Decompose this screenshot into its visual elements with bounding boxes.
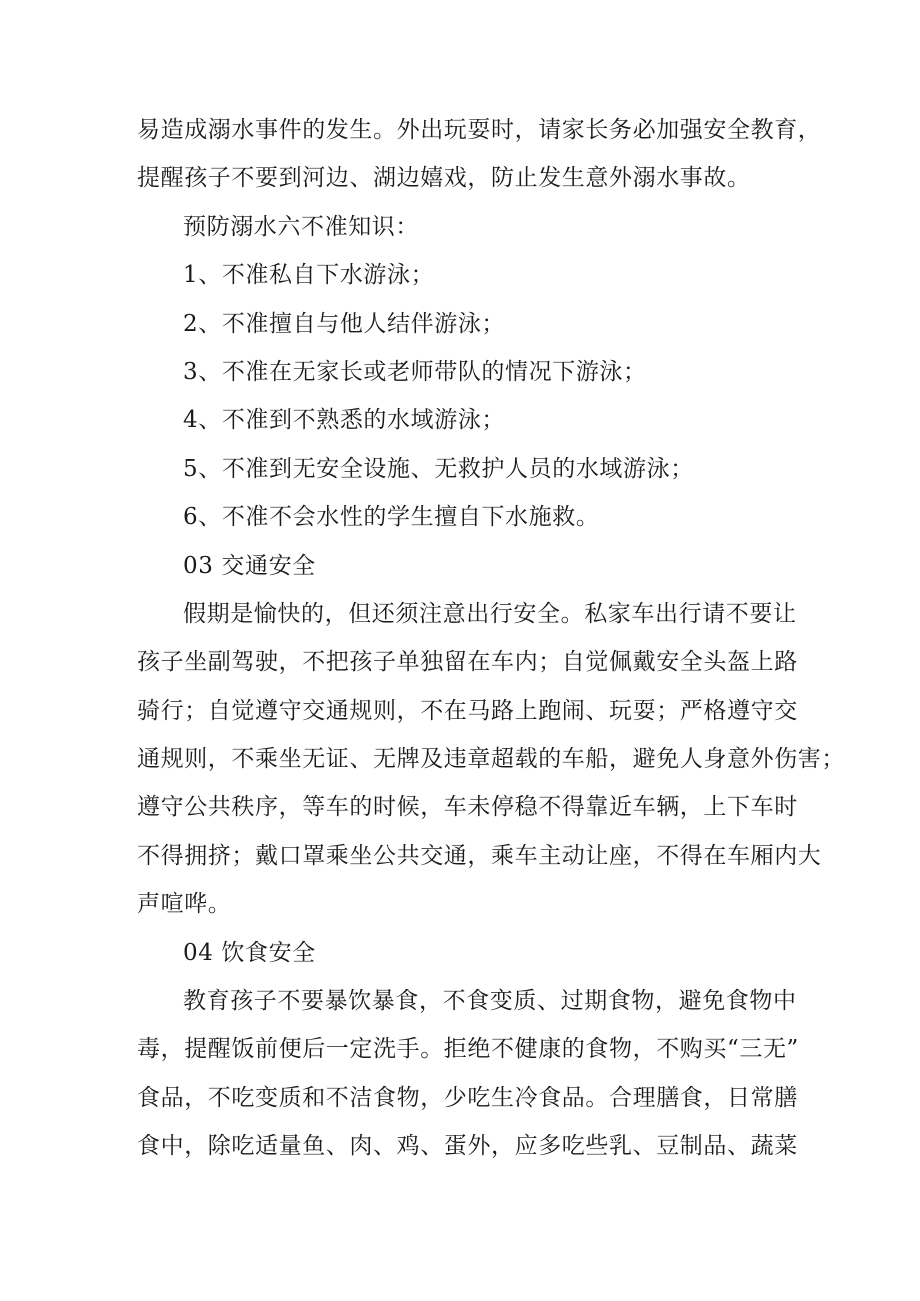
paragraph-line: 假期是愉快的，但还须注意出行安全。私家车出行请不要让 [183, 600, 797, 627]
paragraph-line: 食中，除吃适量鱼、肉、鸡、蛋外，应多吃些乳、豆制品、蔬菜 [137, 1133, 798, 1160]
document-body [137, 106, 845, 1171]
rule-item: 4、不准到不熟悉的水域游泳； [183, 407, 506, 434]
traffic-safety-section [137, 542, 845, 929]
section-heading-food: 04 饮食安全 [183, 939, 316, 966]
paragraph-line: 毒，提醒饭前便后一定洗手。拒绝不健康的食物，不购买“三无” [137, 1036, 799, 1063]
drowning-rules-heading: 预防溺水六不准知识： [183, 213, 419, 240]
section-heading-traffic: 03 交通安全 [183, 552, 316, 579]
paragraph-line: 易造成溺水事件的发生。外出玩耍时，请家长务必加强安全教育， [137, 117, 822, 143]
rule-item: 6、不准不会水性的学生擅自下水施救。 [183, 504, 600, 531]
rule-item: 2、不准擅自与他人结伴游泳； [183, 310, 506, 337]
rule-item: 3、不准在无家长或老师带队的情况下游泳； [183, 358, 647, 385]
food-safety-section [137, 929, 797, 1171]
paragraph-line: 食品，不吃变质和不洁食物，少吃生冷食品。合理膳食，日常膳 [137, 1084, 798, 1111]
paragraph-line: 孩子坐副驾驶，不把孩子单独留在车内；自觉佩戴安全头盔上路 [137, 649, 798, 676]
drowning-rules-section [137, 203, 797, 542]
paragraph-line: 遵守公共秩序，等车的时候，车未停稳不得靠近车辆，上下车时 [137, 794, 798, 821]
rule-item: 5、不准到无安全设施、无救护人员的水域游泳； [183, 455, 694, 482]
intro-paragraph [137, 106, 822, 203]
paragraph-line: 教育孩子不要暴饮暴食，不食变质、过期食物，避免食物中 [183, 988, 797, 1015]
paragraph-line: 不得拥挤；戴口罩乘坐公共交通，乘车主动让座，不得在车厢内大 [137, 842, 822, 869]
paragraph-line: 通规则，不乘坐无证、无牌及违章超载的车船，避免人身意外伤害； [137, 746, 845, 773]
paragraph-line: 声喧哗。 [137, 891, 232, 918]
paragraph-line: 提醒孩子不要到河边、湖边嬉戏，防止发生意外溺水事故。 [137, 165, 751, 192]
rule-item: 1、不准私自下水游泳； [183, 262, 435, 289]
paragraph-line: 骑行；自觉遵守交通规则，不在马路上跑闹、玩耍；严格遵守交 [137, 697, 798, 724]
